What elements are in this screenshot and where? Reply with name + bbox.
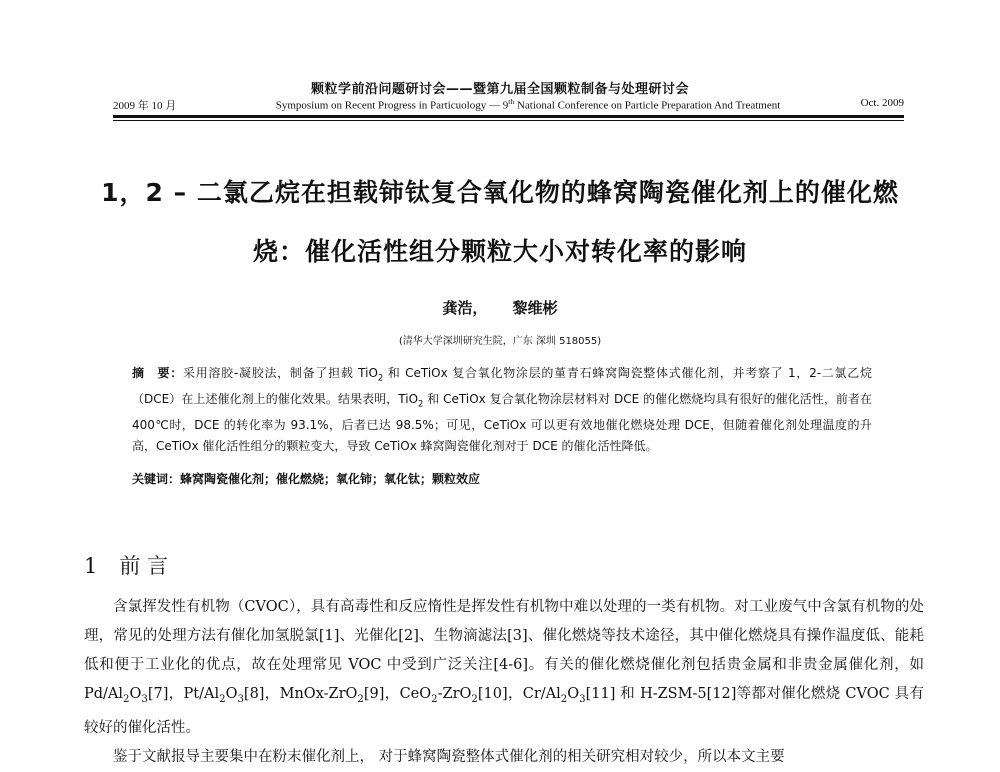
paragraph-2: 鉴于文献报导主要集中在粉末催化剂上， 对于蜂窝陶瓷整体式催化剂的相关研究相对较少，所以本文主要 xyxy=(113,748,785,765)
running-header-chinese: 颗粒学前沿问题研讨会——暨第九届全国颗粒制备与处理研讨会 xyxy=(310,82,689,97)
keywords: 关键词：蜂窝陶瓷催化剂；催化燃烧；氧化铈；氧化钛；颗粒效应 xyxy=(132,472,481,486)
body-text xyxy=(84,593,924,772)
authors: 龚浩， 黎维彬 xyxy=(442,299,558,317)
section-number: 1 xyxy=(84,554,98,578)
affiliation: (清华大学深圳研究生院，广东 深圳 518055) xyxy=(398,336,602,347)
paper-title-line-1: 1，2 – 二氯乙烷在担载铈钛复合氧化物的蜂窝陶瓷催化剂上的催化燃 xyxy=(101,178,899,207)
header-rule-thin xyxy=(113,120,904,121)
header-date-en: Oct. 2009 xyxy=(860,97,904,109)
header-conference-en: Symposium on Recent Progress in Particuology — 9th National Conference on Particle Preparation And Treatment xyxy=(275,97,781,112)
running-header-english xyxy=(113,97,904,113)
header-rule-thick xyxy=(113,115,904,118)
section-title: 前 言 xyxy=(119,554,169,578)
paper-title-line-2: 烧：催化活性组分颗粒大小对转化率的影响 xyxy=(252,237,747,266)
section-heading xyxy=(84,550,168,580)
abstract-label: 摘 要： xyxy=(132,366,183,380)
header-date-cn: 2009 年 10 月 xyxy=(113,100,177,112)
abstract: 摘 要：采用溶胶-凝胶法，制备了担载 TiO$_2$ 和 CeTiOx 复合氧化物涂层的堇青石蜂窝陶瓷整体式催化剂，并考察了 1，2-二氯乙烷（DCE）在上述催化剂上的催化效果。结果表明，TiO$_2$ 和 CeTiOx 复合氧化物涂层材料对 DCE 的催化燃烧均具有很好的催化活性，前者在 400℃时，DCE 的转化率为 93.1%，后者已达 98.5%；可见，CeTiOx 可以更有效地催化燃烧处理 DCE，但随着催化剂处理温度的升高，CeTiOx 催化活性组分的颗粒变大，导致 CeTiOx 蜂窝陶瓷催化剂对于 DCE 的催化活性降低。 xyxy=(132,366,872,454)
paragraph-1: 含氯挥发性有机物（CVOC），具有高毒性和反应惰性是挥发性有机物中难以处理的一类有机物。对工业废气中含氯有机物的处理，常见的处理方法有催化加氢脱氯[1]、光催化[2]、生物滴滤法[3]、催化燃烧等技术途径，其中催化燃烧具有操作温度低、能耗低和便于工业化的优点，故在处理常见 VOC 中受到广泛关注[4-6]。有关的催化燃烧催化剂包括贵金属和非贵金属催化剂，如 $Pd/Al_2O_3[7]$，$Pt/Al_2O_3[8]$，MnOx-ZrO$_2$[9]，CeO$_2$-ZrO$_2$[10]，$Cr/Al_2O_3[11]$ 和 H-ZSM-5[12]等都对催化燃烧 CVOC 具有较好的催化活性。 xyxy=(84,599,924,736)
